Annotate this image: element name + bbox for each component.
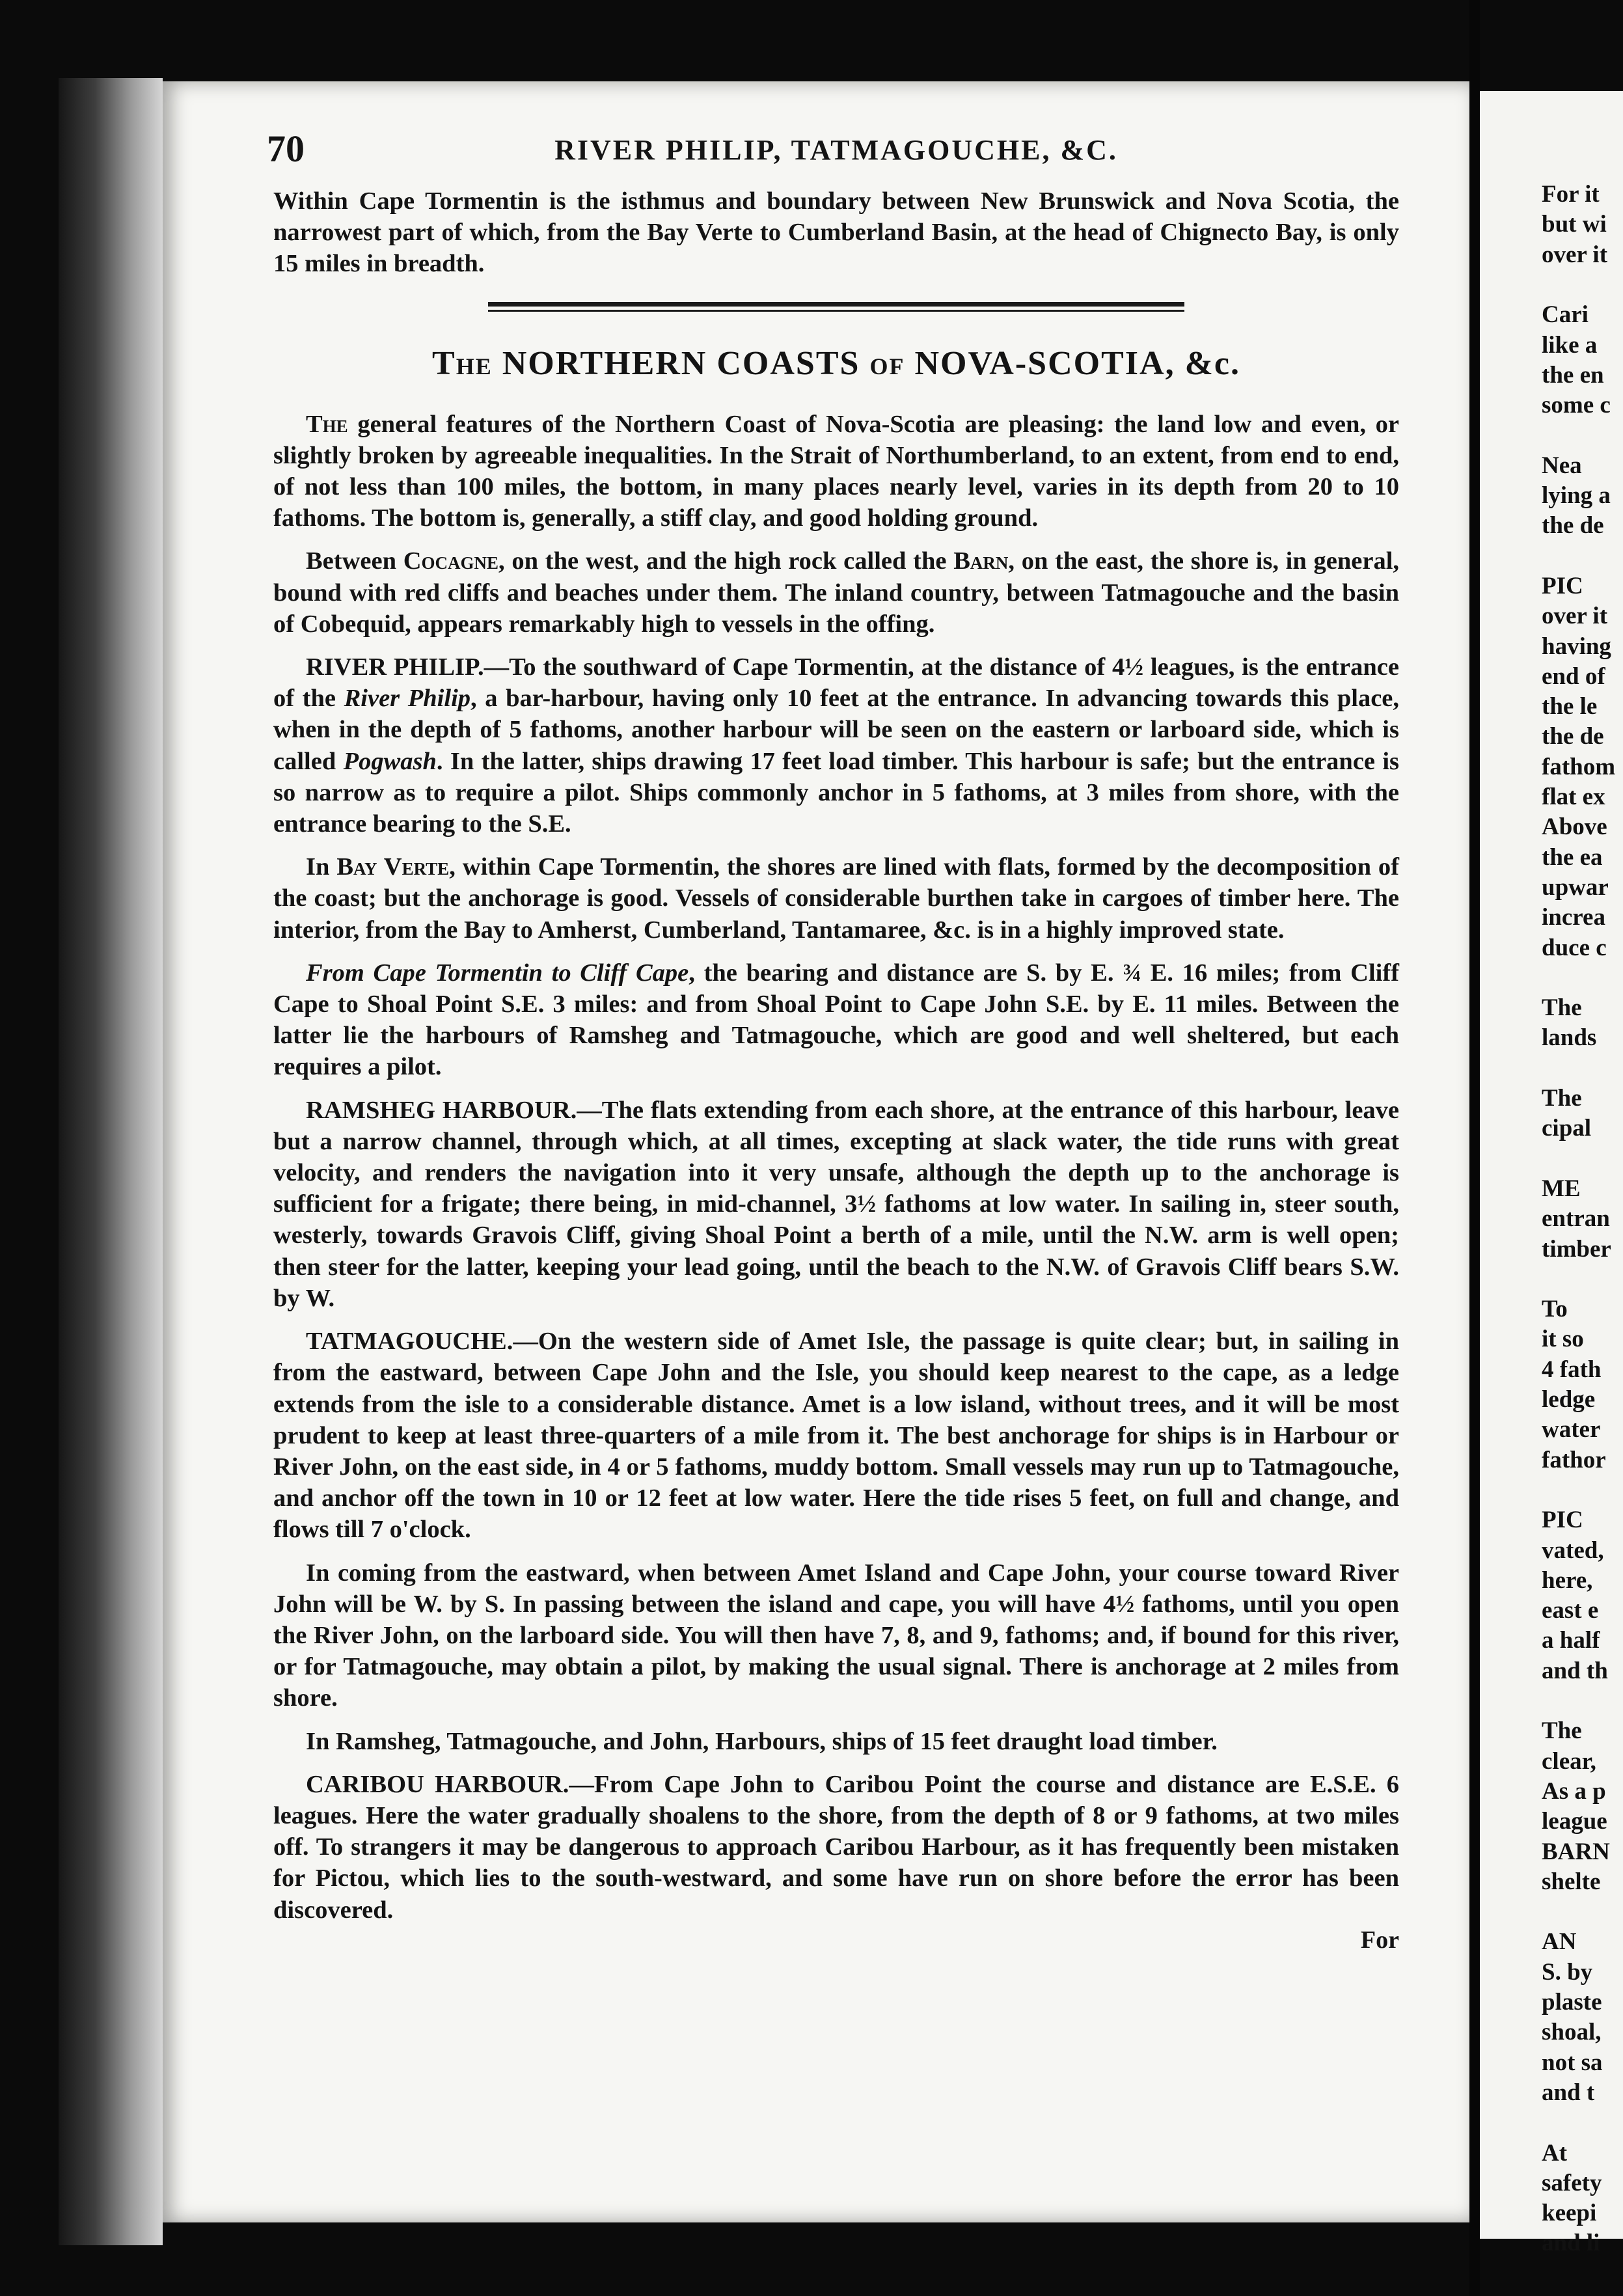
p2-cocagne: Cocagne bbox=[403, 547, 499, 575]
facing-page-line: Cari bbox=[1542, 301, 1589, 329]
facing-page-line: timber bbox=[1542, 1235, 1611, 1263]
facing-page-line: end of bbox=[1542, 663, 1605, 690]
facing-page-line: having bbox=[1542, 633, 1611, 660]
p1-text: general features of the Northern Coast of Nova-Scotia are pleasing: the land low and even, or slightly broken by agreeable inequalities. In the Strait of Northumberland, to an extent, from end to end, of not less than 100 miles, the bottom, in many places nearly level, varies in its depth from 20 to 10 fathoms. The bottom is, generally, a stiff clay, and good holding ground. bbox=[273, 410, 1399, 532]
facing-page-line: increa bbox=[1542, 904, 1605, 931]
title-northern-coasts: NORTHERN COASTS bbox=[502, 344, 860, 382]
facing-page-line: a half bbox=[1542, 1627, 1600, 1654]
facing-page-line: PIC bbox=[1542, 1507, 1583, 1534]
facing-page-line: but wi bbox=[1542, 211, 1607, 238]
facing-page-line: league bbox=[1542, 1808, 1607, 1835]
facing-page-line: the ea bbox=[1542, 843, 1603, 871]
p3-river: River Philip bbox=[344, 685, 471, 713]
p3-c: . In the latter, ships drawing 17 feet load timber. This harbour is safe; but the entrance is so narrow as to require a pilot. Ships commonly anchor in 5 fathoms, at 3 miles from shore, with the entrance bearing to the S.E. bbox=[273, 747, 1399, 838]
facing-page-line: entran bbox=[1542, 1205, 1610, 1233]
facing-page-line: and li bbox=[1542, 2230, 1600, 2257]
facing-page-line: clear, bbox=[1542, 1747, 1596, 1775]
p3-pogwash: Pogwash bbox=[343, 747, 437, 775]
p4-b: , within Cape Tormentin, the shores are lined with flats, formed by the decomposition of the coast; but the anchorage is good. Vessels of considerable burthen take in cargoes of timber here. The interior, from the Bay to Amherst, Cumberland, Tantamaree, &c. is in a highly improved state. bbox=[273, 853, 1400, 944]
p5-lead: From Cape Tormentin to Cliff Cape bbox=[306, 959, 689, 987]
running-head: RIVER PHILIP, TATMAGOUCHE, &C. bbox=[554, 134, 1118, 166]
facing-page-line: fathor bbox=[1542, 1446, 1606, 1473]
p5-text: , the bearing and distance are S. by E. ¾ E. 16 miles; from Cliff Cape to Shoal Point S.E. 3 miles: and from Shoal Point to Cape John S.E. by E. 11 miles. Between the latter lie the harbours of Ramsheg and Tatmagouche, which are good and well sheltered, but each requires a pilot. bbox=[273, 959, 1399, 1081]
facing-page-line: For it bbox=[1542, 181, 1600, 208]
facing-page-line: here, bbox=[1542, 1566, 1593, 1594]
title-the: The bbox=[432, 344, 493, 382]
page-gutter bbox=[1469, 0, 1480, 2296]
paragraph-ramsheg-harbour bbox=[273, 1095, 1399, 1314]
facing-page-line: east e bbox=[1542, 1597, 1599, 1624]
facing-page-line: The bbox=[1542, 994, 1582, 1022]
title-of: of bbox=[869, 344, 905, 382]
paragraph-caribou-harbour bbox=[273, 1769, 1399, 1926]
facing-page-line: flat ex bbox=[1542, 784, 1605, 810]
paragraph-general-features bbox=[273, 409, 1399, 534]
p3-a: —To the southward of Cape Tormentin, at the distance of 4½ leagues, is the entrance of the bbox=[273, 653, 1399, 713]
facing-page-line: upwar bbox=[1542, 873, 1609, 901]
facing-page-line: PIC bbox=[1542, 572, 1583, 599]
p2-b: , on the west, and the high rock called the bbox=[498, 547, 947, 575]
facing-page-line: the de bbox=[1542, 723, 1604, 750]
facing-page-line: Nea bbox=[1542, 452, 1582, 479]
p4-bay: Bay Verte bbox=[336, 853, 450, 881]
facing-page-line: 4 fath bbox=[1542, 1356, 1602, 1383]
p1-lead: The bbox=[306, 410, 348, 438]
p10-head: CARIBOU HARBOUR. bbox=[306, 1770, 569, 1798]
facing-page-line: The bbox=[1542, 1717, 1582, 1745]
intro-paragraph: Within Cape Tormentin is the isthmus and boundary between New Brunswick and Nova Scotia, the narrowest part of which, from the Bay Verte to Cumberland Basin, at the head of Chignecto Bay, is only 15 miles in breadth. bbox=[273, 187, 1399, 278]
paragraph-cocagne-barn bbox=[273, 545, 1399, 640]
facing-page bbox=[1480, 91, 1623, 2257]
p10-text: —From Cape John to Caribou Point the course and distance are E.S.E. 6 leagues. Here the water gradually shoalens to the shore, from the depth of 8 or 9 fathoms, at two miles off. To strangers it may be dangerous to approach Caribou Harbour, as it has frequently been mistaken for Pictou, which lies to the south-westward, and some have run on shore before the error has been discovered. bbox=[273, 1770, 1400, 1924]
facing-page-line: ledge bbox=[1542, 1386, 1596, 1413]
facing-page-line: cipal bbox=[1542, 1115, 1592, 1142]
facing-page-line: the le bbox=[1542, 693, 1598, 720]
page-content bbox=[267, 127, 1400, 1954]
facing-page-line: shelte bbox=[1542, 1868, 1601, 1895]
facing-page-line: lands bbox=[1542, 1024, 1597, 1052]
p6-text: —The flats extending from each shore, at the entrance of this harbour, leave but a narrow channel, through which, at all times, excepting at slack water, the tide runs with great velocity, and renders the navigation into it very unsafe, although the depth up to the anchorage is sufficient for a frigate; there being, in mid-channel, 3½ fathoms at low water. In sailing in, steer south, westerly, towards Gravois Cliff, giving Shoal Point a berth of a mile, until the N.W. arm is well open; then steer for the latter, keeping your lead going, until the beach to the N.W. of Gravois Cliff bears S.W. by W. bbox=[273, 1096, 1399, 1312]
facing-page-line: like a bbox=[1542, 331, 1598, 359]
facing-page-line: and t bbox=[1542, 2079, 1595, 2106]
p2-barn: Barn bbox=[953, 547, 1009, 575]
facing-page-line: not sa bbox=[1542, 2049, 1603, 2076]
facing-page-line: BARN bbox=[1542, 1838, 1610, 1865]
facing-page-line: over it bbox=[1542, 241, 1608, 268]
paragraph-river-philip bbox=[273, 651, 1399, 840]
facing-page-line: it so bbox=[1542, 1326, 1584, 1353]
facing-page-line: Above bbox=[1542, 813, 1607, 841]
section-title bbox=[273, 344, 1399, 383]
p3-b: , a bar-harbour, having only 10 feet at the entrance. In advancing towards this place, when in the depth of 5 fathoms, another harbour will be seen on the eastern or larboard side, which is called bbox=[273, 685, 1399, 775]
facing-page-line: duce c bbox=[1542, 934, 1607, 961]
facing-page-line: ME bbox=[1542, 1175, 1581, 1202]
book-spine bbox=[59, 78, 163, 2245]
title-rest: NOVA-SCOTIA, &c. bbox=[914, 344, 1240, 382]
p2-c: , on the east, the shore is, in general, bound with red cliffs and beaches under them. The inland country, between Tatmagouche and the basin of Cobequid, appears remarkably high to vessels in the offing. bbox=[273, 547, 1400, 638]
facing-page-line: S. by bbox=[1542, 1958, 1593, 1986]
p4-a: In bbox=[306, 853, 330, 881]
double-rule-divider bbox=[488, 302, 1184, 312]
paragraph-bay-verte bbox=[273, 851, 1399, 946]
paragraph-cape-tormentin-bearings bbox=[273, 957, 1399, 1083]
page-number: 70 bbox=[267, 128, 305, 170]
facing-page-line: over it bbox=[1542, 603, 1608, 630]
facing-page-line: safety bbox=[1542, 2169, 1602, 2196]
facing-page-line: and th bbox=[1542, 1657, 1608, 1684]
catchword: For bbox=[1360, 1926, 1399, 1954]
facing-page-line: keepi bbox=[1542, 2200, 1597, 2227]
facing-page-line: At bbox=[1542, 2139, 1568, 2166]
facing-page-line: some c bbox=[1542, 392, 1611, 419]
facing-page-line: the en bbox=[1542, 361, 1604, 389]
p2-a: Between bbox=[306, 547, 396, 575]
facing-page-line: AN bbox=[1542, 1928, 1577, 1956]
facing-page-line: lying a bbox=[1542, 482, 1611, 509]
p7-head: TATMAGOUCHE. bbox=[306, 1328, 513, 1356]
facing-page-line: the de bbox=[1542, 512, 1604, 540]
page-header bbox=[267, 127, 1399, 185]
paragraph-tatmagouche bbox=[273, 1326, 1399, 1545]
p3-head: RIVER PHILIP. bbox=[306, 653, 484, 681]
facing-page-line: The bbox=[1542, 1085, 1582, 1112]
facing-page-line: To bbox=[1542, 1296, 1568, 1323]
facing-page-line: plaste bbox=[1542, 1989, 1602, 2016]
facing-page-line: shoal, bbox=[1542, 2019, 1602, 2046]
paragraph-coming-from-eastward: In coming from the eastward, when between Amet Island and Cape John, your course toward River John will be W. by S. In passing between the island and cape, you will have 4½ fathoms, until you open the River John, on the larboard side. You will then have 7, 8, and 9, fathoms; and, if bound for this river, or for Tatmagouche, may obtain a pilot, by making the usual signal. There is anchorage at 2 miles from shore. bbox=[273, 1559, 1399, 1712]
facing-page-line: vated, bbox=[1542, 1537, 1604, 1564]
book-page bbox=[163, 81, 1469, 2222]
facing-page-line: As a p bbox=[1542, 1777, 1606, 1805]
paragraph-timber-harbours: In Ramsheg, Tatmagouche, and John, Harbours, ships of 15 feet draught load timber. bbox=[306, 1727, 1218, 1755]
p6-head: RAMSHEG HARBOUR. bbox=[306, 1096, 577, 1124]
facing-page-line: fathom bbox=[1542, 753, 1616, 780]
p7-text: —On the western side of Amet Isle, the passage is quite clear; but, in sailing in from the eastward, between Cape John and the Isle, you should keep nearest to the cape, as a ledge extends from the isle to a considerable distance. Amet is a low island, without trees, and it will be most prudent to keep at least three-quarters of a mile from it. The best anchorage for ships is in Harbour or River John, on the east side, in 4 or 5 fathoms, muddy bottom. Small vessels may run up to Tatmagouche, and anchor off the town in 10 or 12 feet at low water. Here the tide rises 5 feet, on full and change, and flows till 7 o'clock. bbox=[273, 1328, 1399, 1544]
facing-page-line: water bbox=[1542, 1416, 1601, 1443]
